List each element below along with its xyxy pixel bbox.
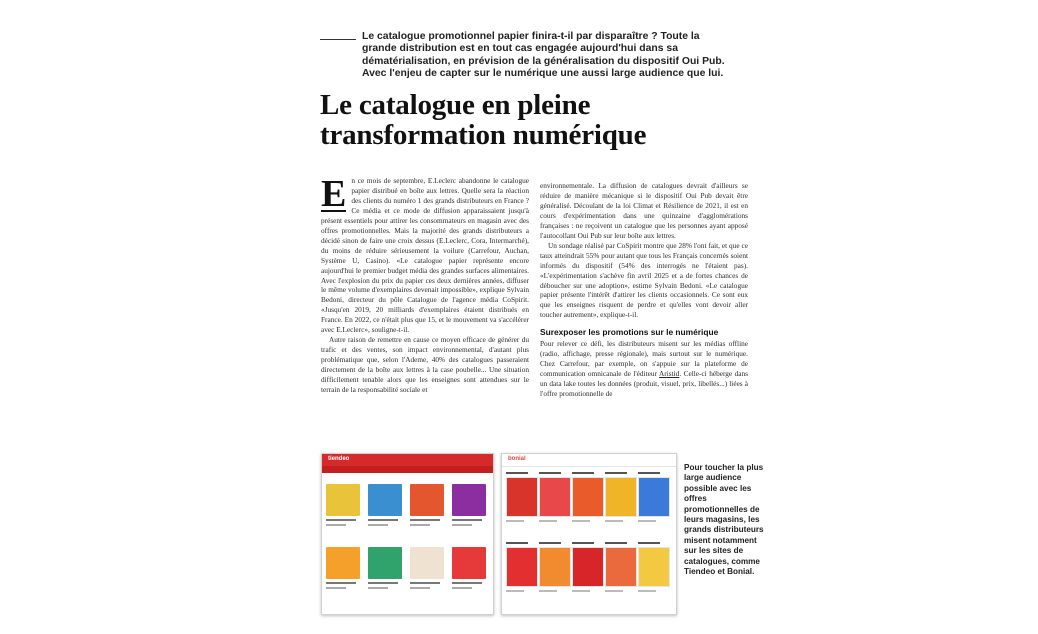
text-placeholder [326,582,356,584]
text-placeholder [638,590,656,592]
text-placeholder [605,472,627,474]
text-placeholder [539,542,561,544]
catalogue-cover [539,547,571,587]
tiendeo-screenshot [321,453,494,615]
catalogue-tile[interactable] [605,542,635,604]
catalogue-cover [638,477,670,517]
tiendeo-logo: tiendeo [328,456,350,462]
catalogue-tile[interactable] [572,472,602,534]
text-placeholder [605,590,623,592]
catalogue-tile[interactable] [410,547,444,605]
catalogue-cover [506,547,538,587]
bonial-logo: bonial [508,456,526,462]
text-placeholder [410,582,440,584]
catalogue-tile[interactable] [638,542,668,604]
text-placeholder [452,519,482,521]
text-placeholder [410,519,440,521]
text-placeholder [539,520,557,522]
tiendeo-nav [322,466,493,473]
article-headline: Le catalogue en pleine transformation numérique [320,89,647,151]
paragraph: Pour relever ce défi, les distributeurs misent sur les médias offline (radio, affichage, presse régionale), mais surtout sur le numérique. Chez Carrefour, par exemple, on s'appuie sur la plateforme de communication omnicanale de l'éditeur Aristid. Celle-ci héberge dans un data lake toutes les données (produit, visuel, prix, libellés...) liées à l'offre promotionnelle de [540,339,749,399]
text-placeholder [452,524,472,526]
text-placeholder [326,519,356,521]
catalogue-tile[interactable] [539,472,569,534]
bonial-header [502,454,676,467]
catalogue-cover [605,547,637,587]
text-placeholder [572,590,590,592]
paragraph: Autre raison de remettre en cause ce moyen efficace de générer du trafic et des ventes, son impact environnemental, d'autant plus problématique que, selon l'Ademe, 40% des catalogues passeraient directement de la boîte aux lettres à la case poubelle... Une situation difficilement tenable alors que les enseignes sont attendues sur le terrain de la responsabilité sociale et [321,335,529,395]
text-placeholder [638,520,656,522]
catalogue-cover [572,547,604,587]
tiendeo-header [322,454,493,466]
text-placeholder [506,520,524,522]
catalogue-tile[interactable] [452,484,486,542]
figure-caption: Pour toucher la plus large audience possible avec les offres promotionnelles de leurs magasins, les grands distributeurs misent notamment sur les sites de catalogues, comme Tiendeo et Bonial. [684,463,764,577]
text-placeholder [638,542,660,544]
catalogue-cover [368,547,402,579]
text-placeholder [326,587,346,589]
text-placeholder [506,472,528,474]
catalogue-tile[interactable] [368,484,402,542]
text-placeholder [539,590,557,592]
catalogue-cover [368,484,402,516]
text-placeholder [506,590,524,592]
catalogue-cover [410,484,444,516]
catalogue-tile[interactable] [326,484,360,542]
catalogue-cover [452,547,486,579]
paragraph: environnementale. La diffusion de catalogues devrait d'ailleurs se réduire de manière mécanique si le dispositif Oui Pub devait être généralisé. Découlant de la loi Climat et Résilience de 2021, il est en cours d'expérimentation dans une quinzaine d'agglomérations françaises : ne reçoivent un catalogue que les personnes ayant apposé l'autocollant Oui Pub sur leur boîte aux lettres. [540,181,748,240]
catalogue-cover [326,547,360,579]
catalogue-cover [539,477,571,517]
text-placeholder [539,472,561,474]
text-placeholder [572,542,594,544]
catalogue-cover [638,547,670,587]
catalogue-cover [452,484,486,516]
catalogue-tile[interactable] [452,547,486,605]
text-placeholder [368,582,398,584]
catalogue-tile[interactable] [410,484,444,542]
text-placeholder [452,587,472,589]
bonial-screenshot [501,453,677,615]
catalogue-cover [605,477,637,517]
catalogue-tile[interactable] [638,472,668,534]
catalogue-tile[interactable] [326,547,360,605]
catalogue-cover [572,477,604,517]
text-placeholder [572,520,590,522]
paragraph: E n ce mois de septembre, E.Leclerc abandonne le catalogue papier distribué en boîte aux lettres. Quelle sera la réaction des clients du numéro 1 des grands distributeurs en France ? Ce média et ce mode de diffusion apparaissaient jusqu'à présent essentiels pour attirer les consommateurs en magasin avec des offres promotionnelles. Mais la majorité des grands distributeurs a décidé sinon de faire une croix dessus (E.Leclerc, Cora, Intermarché), du moins de réduire sérieusement la voilure (Carrefour, Auchan, Système U, Casino). «Le catalogue papier représente encore aujourd'hui le premier budget média des grandes surfaces alimentaires. Avec l'explosion du prix du papier ces deux dernières années, diffuser le même volume d'exemplaires devenait impossible», explique Sylvain Bedoni, directeur du pôle Catalogue de l'agence média CoSpirit. «Jusqu'en 2019, 20 milliards d'exemplaires étaient distribués en France. En 2022, ce n'était plus que 15, et le mouvement va s'accélérer avec E.Leclerc», souligne-t-il. [321,173,529,335]
catalogue-cover [326,484,360,516]
paragraph: Un sondage réalisé par CoSpirit montre que 28% l'ont fait, et que ce taux atteindrait 55% pour autant que tous les Français concernés soient informés du dispositif (54% des interrogés ne l'étaient pas). «L'expérimentation s'achève fin avril 2025 et a de fortes chances de déboucher sur une adoption», estime Sylvain Bedoni. «Le catalogue papier présente l'intérêt d'attirer les clients occasionnels. Ce sont eux que les enseignes risquent de perdre et qu'elles vont devoir aller toucher autrement», explique-t-il. [540,240,748,320]
catalogue-tile[interactable] [368,547,402,605]
text-placeholder [572,472,594,474]
text-placeholder [452,582,482,584]
catalogue-cover [506,477,538,517]
article-lede: Le catalogue promotionnel papier finira-t-il par disparaître ? Toute la grande distribution est en tout cas engagée aujourd'hui dans sa dématérialisation, en prévision de la généralisation du dispositif Oui Pub. Avec l'enjeu de capter sur le numérique une aussi large audience que lui. [362,31,725,80]
text-placeholder [410,587,430,589]
text-placeholder [605,542,627,544]
section-subhead: Surexposer les promotions sur le numérique [540,327,719,338]
catalogue-cover [410,547,444,579]
aristid-link[interactable]: Aristid [659,369,680,379]
text-placeholder [410,524,430,526]
text-placeholder [638,472,660,474]
dropcap: E [321,173,347,215]
text-placeholder [368,587,388,589]
catalogue-tile[interactable] [572,542,602,604]
text-placeholder [368,519,398,521]
text-placeholder [326,524,346,526]
text-placeholder [506,542,528,544]
catalogue-tile[interactable] [506,542,536,604]
catalogue-tile[interactable] [506,472,536,534]
lede-rule [320,39,356,40]
article-column-right [540,181,748,399]
catalogue-tile[interactable] [539,542,569,604]
text-placeholder [368,524,388,526]
catalogue-tile[interactable] [605,472,635,534]
article-column-left [321,173,529,395]
text-placeholder [605,520,623,522]
